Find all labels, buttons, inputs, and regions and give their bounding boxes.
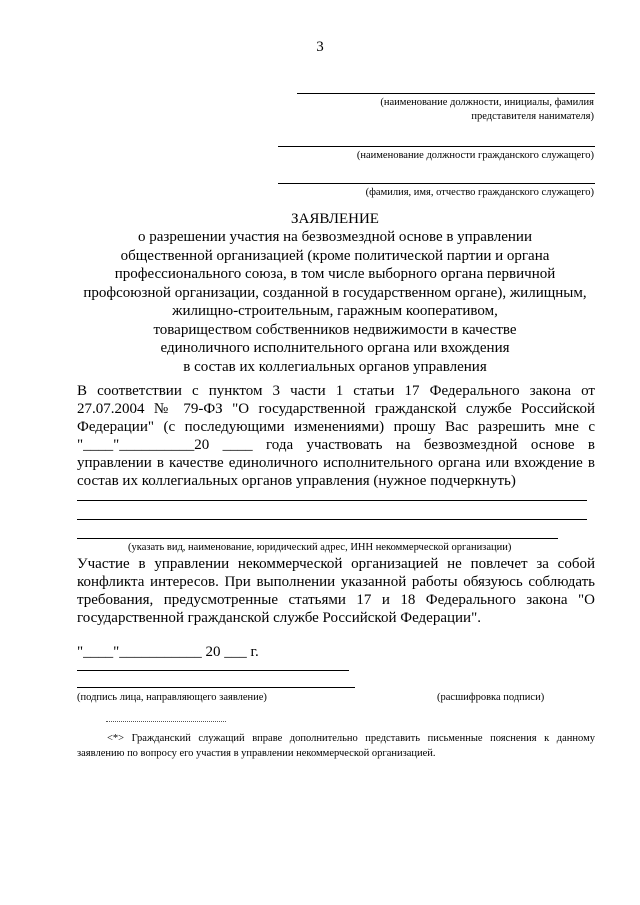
employer-name-line — [297, 93, 595, 94]
signature-line-2 — [77, 687, 355, 688]
organization-line-3 — [77, 538, 558, 539]
paragraph-line: управлении в качестве единоличного исполнительного органа или вхождение в — [77, 455, 595, 471]
paragraph-line: Участие в управлении некоммерческой организацией не повлечет за собой — [77, 556, 595, 572]
employee-name-line — [278, 183, 595, 184]
subtitle-line: общественной организацией (кроме политической партии и органа — [120, 247, 550, 264]
organization-caption: (указать вид, наименование, юридический адрес, ИНН некоммерческой организации) — [128, 542, 512, 553]
subtitle-line: профсоюзной организации, созданной в государственном органе), жилищным, — [83, 284, 587, 301]
paragraph-line: Федерации" (с последующими изменениями) прошу Вас разрешить мне с — [77, 419, 595, 435]
signature-caption: (подпись лица, направляющего заявление) — [77, 692, 267, 703]
employee-name-caption: (фамилия, имя, отчество гражданского служащего) — [365, 187, 594, 198]
paragraph-line: конфликта интересов. При выполнении указанной работы обязуюсь соблюдать — [77, 574, 595, 590]
paragraph-line: 27.07.2004 № 79-ФЗ "О государственной гражданской службе Российской — [77, 401, 595, 417]
paragraph-line: "____"__________20 ____ года участвовать на безвозмездной основе в — [77, 437, 595, 453]
employer-caption-line2: представителя нанимателя) — [471, 111, 594, 122]
organization-line-1 — [77, 500, 587, 501]
paragraph-line: государственной гражданской службе Российской Федерации". — [77, 610, 481, 626]
footnote-separator — [106, 721, 226, 722]
subtitle-line: жилищно-строительным, гаражным кооперативом, — [172, 303, 498, 319]
footnote — [77, 731, 595, 761]
organization-line-2 — [77, 519, 587, 520]
page-number: 3 — [316, 39, 324, 55]
decoding-caption: (расшифровка подписи) — [437, 692, 545, 703]
request-paragraph — [77, 382, 595, 490]
position-caption: (наименование должности гражданского служащего) — [356, 150, 594, 161]
document-subtitle — [60, 228, 610, 376]
paragraph-line: состав их коллегиальных органов управления (нужное подчеркнуть) — [77, 473, 516, 489]
signature-line-1 — [77, 670, 349, 671]
subtitle-line: в состав их коллегиальных органов управления — [183, 358, 487, 375]
paragraph-line: требования, предусмотренные статьями 17 и 18 Федерального закона "О — [77, 592, 595, 608]
date-line: "____"___________ 20 ___ г. — [77, 644, 259, 660]
subtitle-line: единоличного исполнительного органа или вхождения — [160, 340, 510, 356]
position-line — [278, 146, 595, 147]
subtitle-line: профессионального союза, в том числе выборного органа первичной — [114, 266, 556, 282]
document-title: ЗАЯВЛЕНИЕ — [291, 211, 379, 227]
footnote-line: <*> Гражданский служащий вправе дополнительно представить письменные пояснения к данному — [107, 733, 595, 744]
employer-caption-line1: (наименование должности, инициалы, фамилия — [380, 97, 594, 108]
paragraph-line: В соответствии с пунктом 3 части 1 статьи 17 Федерального закона от — [77, 383, 595, 399]
subtitle-line: товариществом собственников недвижимости в качестве — [153, 321, 517, 338]
subtitle-line: о разрешении участия на безвозмездной основе в управлении — [138, 229, 532, 245]
footnote-line: заявлению по вопросу его участия в управлении некоммерческой организацией. — [77, 748, 436, 759]
conflict-paragraph — [77, 555, 595, 627]
